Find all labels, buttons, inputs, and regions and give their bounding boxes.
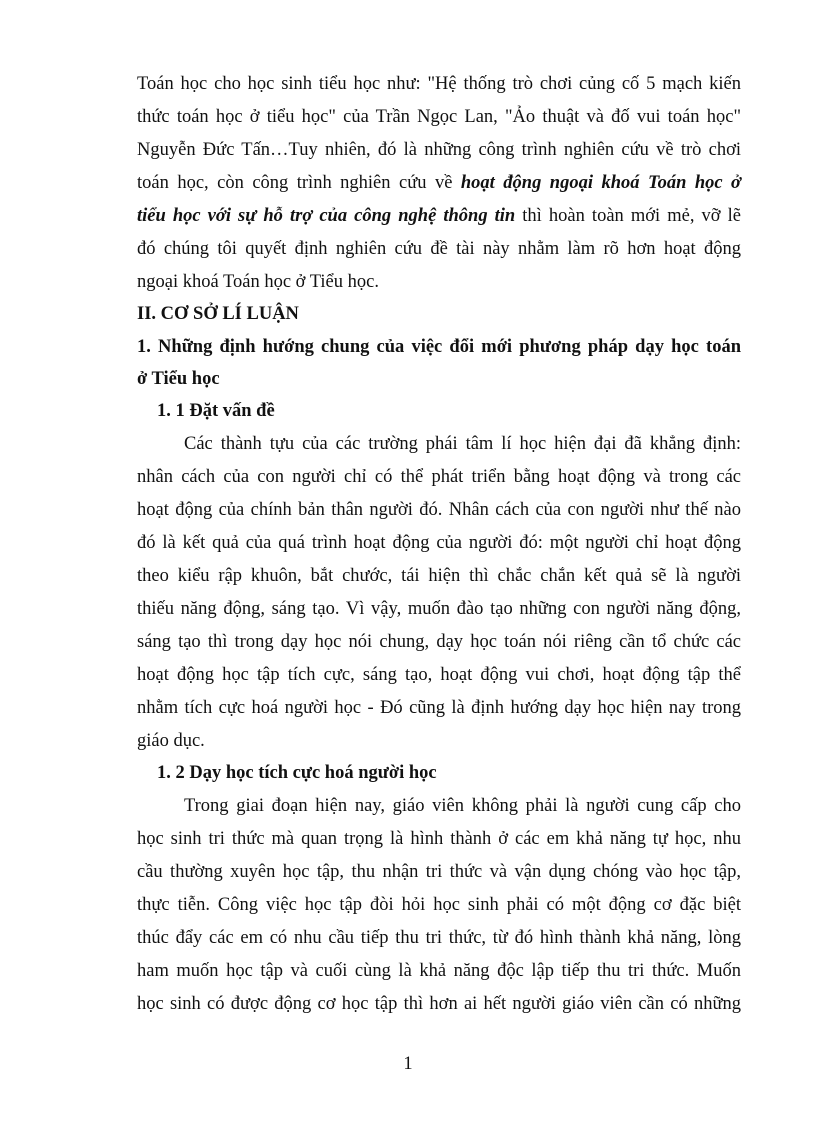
subsection-heading: 1. Những định hướng chung của việc đổi mới phương pháp dạy học toán bbox=[137, 337, 741, 357]
paragraph-line: nhân cách của con người chỉ có thể phát triển bằng hoạt động và trong các bbox=[137, 467, 741, 487]
paragraph-line: Trong giai đoạn hiện nay, giáo viên không phải là người cung cấp cho bbox=[184, 796, 741, 816]
paragraph-line: thức toán học ở tiểu học" của Trần Ngọc Lan, "Ảo thuật và đố vui toán học" bbox=[137, 107, 741, 127]
paragraph-line: thúc đẩy các em có nhu cầu tiếp thu tri thức, từ đó hình thành khả năng, lòng bbox=[137, 928, 741, 948]
paragraph-text: thì hoàn toàn mới mẻ, vỡ lẽ bbox=[515, 206, 741, 226]
paragraph-line: hoạt động của chính bản thân người đó. Nhân cách của con người như thế nào bbox=[137, 500, 741, 520]
page-number: 1 bbox=[403, 1054, 413, 1074]
paragraph-line: hoạt động học tập tích cực, sáng tạo, hoạt động vui chơi, hoạt động tập thể bbox=[137, 665, 741, 685]
paragraph-line bbox=[137, 206, 741, 227]
paragraph-line: nhằm tích cực hoá người học - Đó cũng là định hướng dạy học hiện nay trong bbox=[137, 698, 741, 718]
paragraph-line: đó là kết quả của quá trình hoạt động của người đó: một người chỉ hoạt động bbox=[137, 533, 741, 553]
paragraph-line: Nguyễn Đức Tấn…Tuy nhiên, đó là những công trình nghiên cứu về trò chơi bbox=[137, 140, 741, 160]
paragraph-line: ham muốn học tập và cuối cùng là khả năng độc lập tiếp thu tri thức. Muốn bbox=[137, 961, 741, 981]
subsubsection-heading: 1. 1 Đặt vấn đề bbox=[157, 401, 275, 421]
subsubsection-heading: 1. 2 Dạy học tích cực hoá người học bbox=[157, 763, 437, 783]
paragraph-line: học sinh tri thức mà quan trọng là hình thành ở các em khả năng tự học, nhu bbox=[137, 829, 741, 849]
paragraph-line: học sinh có được động cơ học tập thì hơn ai hết người giáo viên cần có những bbox=[137, 994, 741, 1014]
paragraph-text: toán học, còn công trình nghiên cứu về bbox=[137, 173, 461, 193]
paragraph-line: giáo dục. bbox=[137, 731, 205, 751]
section-heading: II. CƠ SỞ LÍ LUẬN bbox=[137, 304, 299, 324]
paragraph-line: thiếu năng động, sáng tạo. Vì vậy, muốn đào tạo những con người năng động, bbox=[137, 599, 741, 619]
paragraph-line: Toán học cho học sinh tiểu học như: "Hệ thống trò chơi củng cố 5 mạch kiến bbox=[137, 74, 741, 94]
emphasized-text: tiểu học với sự hỗ trợ của công nghệ thông tin bbox=[137, 206, 516, 226]
subsection-heading: ở Tiểu học bbox=[137, 369, 220, 389]
paragraph-line bbox=[137, 173, 741, 194]
paragraph-line: sáng tạo thì trong dạy học nói chung, dạy học toán nói riêng cần tổ chức các bbox=[137, 632, 741, 652]
emphasized-text: hoạt động ngoại khoá Toán học ở bbox=[460, 173, 741, 193]
paragraph-line: ngoại khoá Toán học ở Tiểu học. bbox=[137, 272, 379, 292]
paragraph-line: thực tiễn. Công việc học tập đòi hỏi học sinh phải có một động cơ đặc biệt bbox=[137, 895, 741, 915]
paragraph-line: theo kiểu rập khuôn, bắt chước, tái hiện thì chắc chắn kết quả sẽ là người bbox=[137, 566, 741, 586]
paragraph-line: cầu thường xuyên học tập, thu nhận tri thức và vận dụng chóng vào học tập, bbox=[137, 862, 741, 882]
paragraph-line: Các thành tựu của các trường phái tâm lí học hiện đại đã khẳng định: bbox=[184, 434, 741, 454]
paragraph-line: đó chúng tôi quyết định nghiên cứu đề tài này nhằm làm rõ hơn hoạt động bbox=[137, 239, 741, 259]
